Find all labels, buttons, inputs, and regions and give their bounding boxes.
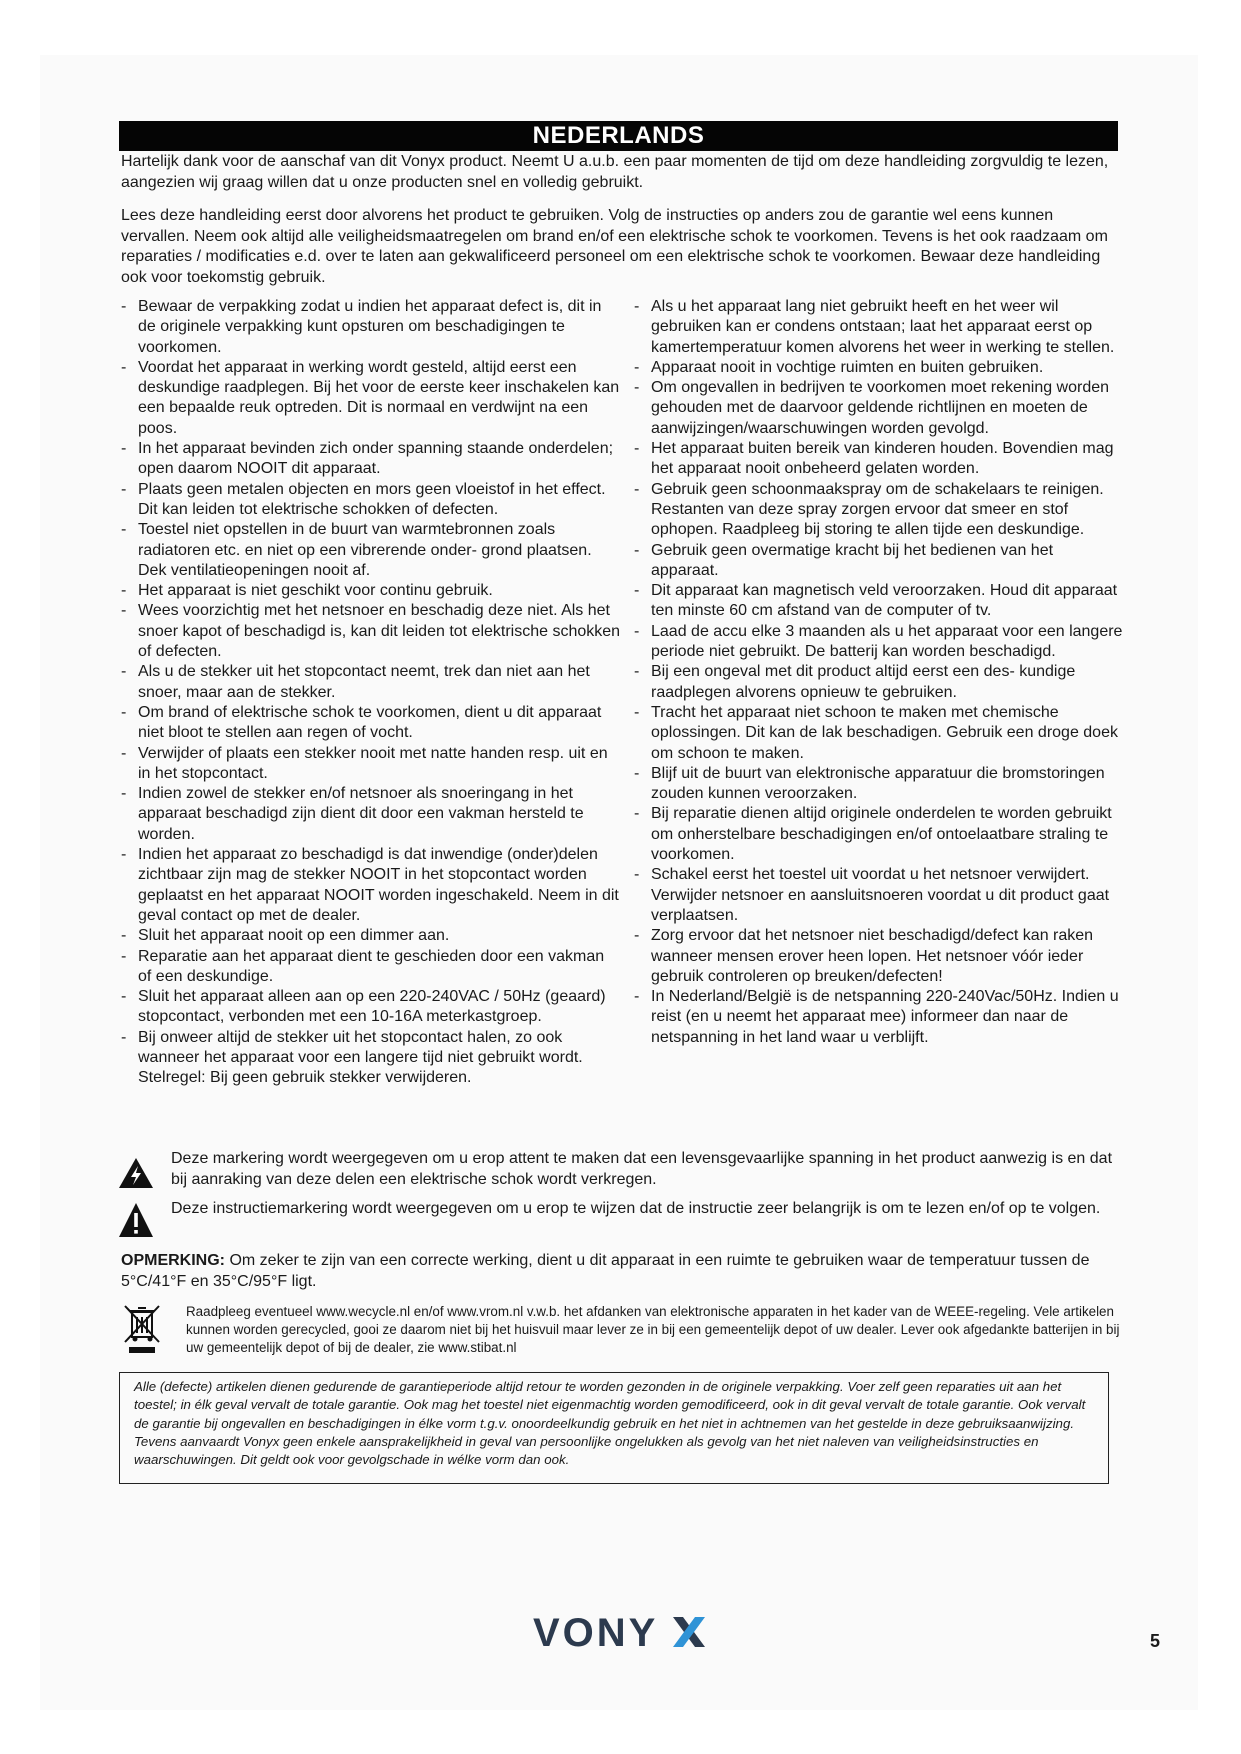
weee-text: Raadpleeg eventueel www.wecycle.nl en/of www.vrom.nl v.w.b. het afdanken van elektronische apparaten in het kader van de WEEE-regeling. Vele artikelen kunnen worden gerecycled, gooi ze daarom niet bij het huisvuil maar lever ze in bij een gemeentelijk depot of uw dealer. Lever ook afgedankte batterijen in bij uw gemeentelijk depot of bij de dealer, zie www.stibat.nl	[186, 1304, 1120, 1355]
vonyx-logo	[533, 1613, 713, 1653]
intro-paragraph-2: Lees deze handleiding eerst door alvorens het product te gebruiken. Volg de instructies op anders zou de garantie wel eens kunnen vervallen. Neem ook altijd alle veiligheidsmaatregelen om brand en/of een elektrische schok te voorkomen. Tevens is het ook raadzaam om reparaties / modificaties e.d. over te laten aan gekwalificeerd personeel om een elektrische schok te voorkomen. Bewaar deze handleiding ook voor toekomstig gebruik.	[121, 207, 1108, 286]
list-item: - Indien zowel de stekker en/of netsnoer als snoeringang in het apparaat beschadigd zijn dient dit door een vakman hersteld te worden.	[121, 784, 621, 845]
list-item: - In het apparaat bevinden zich onder spanning staande onderdelen; open daarom NOOIT dit apparaat.	[121, 439, 621, 480]
instruction-warning-text: Deze instructiemarkering wordt weergegeven om u erop te wijzen dat de instructie zeer belangrijk is om te lezen en/of op te volgen.	[171, 1200, 1101, 1217]
logo-x-mark	[673, 1617, 705, 1647]
logo-text: VONY	[533, 1613, 659, 1653]
high-voltage-icon	[118, 1157, 154, 1189]
list-item: - Blijf uit de buurt van elektronische apparatuur die bromstoringen zouden kunnen veroorzaken.	[634, 764, 1124, 805]
list-item: - Apparaat nooit in vochtige ruimten en buiten gebruiken.	[634, 358, 1124, 378]
warranty-text: Alle (defecte) artikelen dienen gedurende de garantieperiode altijd retour te worden gezonden in de originele verpakking. Voer zelf geen reparaties uit aan het toestel; in élk geval vervalt de totale garantie. Ook mag het toestel niet eigenmachtig worden gemodificeerd, ook in dit geval vervalt de totale garantie. Ook vervalt de garantie bij ongevallen en beschadigingen in élke vorm t.g.v. onoordeelkundig gebruik en het niet in achtnemen van het gestelde in deze gebruiksaanwijzing. Tevens aanvaardt Vonyx geen enkele aansprakelijkheid in geval van persoonlijke ongelukken als gevolg van het niet naleven van veiligheidsinstructies en waarschuwingen. Dit geldt ook voor gevolgschade in wélke vorm dan ook.	[134, 1379, 1086, 1468]
voltage-warning-text: Deze markering wordt weergegeven om u erop attent te maken dat een levensgevaarlijke spanning in het product aanwezig is en dat bij aanraking van deze delen een elektrische schok wordt verkregen.	[171, 1150, 1113, 1188]
list-item: - Het apparaat buiten bereik van kinderen houden. Bovendien mag het apparaat nooit onbeheerd gelaten worden.	[634, 439, 1124, 480]
list-item: - Wees voorzichtig met het netsnoer en beschadig deze niet. Als het snoer kapot of beschadigd is, kan dit leiden tot elektrische schokken of defecten.	[121, 601, 621, 662]
list-item: - Verwijder of plaats een stekker nooit met natte handen resp. uit en in het stopcontact.	[121, 744, 621, 785]
list-item: - Bij onweer altijd de stekker uit het stopcontact halen, zo ook wanneer het apparaat voor een langere tijd niet gebruikt wordt. Stelregel: Bij geen gebruik stekker verwijderen.	[121, 1028, 621, 1089]
page-number: 5	[1150, 1631, 1161, 1651]
list-item: - Indien het apparaat zo beschadigd is dat inwendige (onder)delen zichtbaar zijn mag de stekker NOOIT in het stopcontact worden geplaatst en het apparaat NOOIT worden ingeschakeld. Neem in dit geval contact op met de dealer.	[121, 845, 621, 926]
warranty-box	[119, 1372, 1109, 1484]
list-item: - Voordat het apparaat in werking wordt gesteld, altijd eerst een deskundige raadplegen. Bij het voor de eerste keer inschakelen kan een bepaalde reuk optreden. Dit is normaal en verdwijnt na een poos.	[121, 358, 621, 439]
list-item: - Het apparaat is niet geschikt voor continu gebruik.	[121, 581, 621, 601]
exclamation-icon	[118, 1202, 154, 1238]
note-text: Om zeker te zijn van een correcte werking, dient u dit apparaat in een ruimte te gebruiken waar de temperatuur tussen de 5°C/41°F en 35°C/95°F ligt.	[121, 1252, 1090, 1290]
safety-list-right	[634, 297, 1124, 1048]
list-item: - Bewaar de verpakking zodat u indien het apparaat defect is, dit in de originele verpakking kunt opsturen om beschadigingen te voorkomen.	[121, 297, 621, 358]
temperature-note	[121, 1251, 1121, 1292]
list-item: - Plaats geen metalen objecten en mors geen vloeistof in het effect. Dit kan leiden tot elektrische schokken of defecten.	[121, 480, 621, 521]
list-item: - Dit apparaat kan magnetisch veld veroorzaken. Houd dit apparaat ten minste 60 cm afstand van de computer of tv.	[634, 581, 1124, 622]
list-item: - Als u de stekker uit het stopcontact neemt, trek dan niet aan het snoer, maar aan de stekker.	[121, 662, 621, 703]
list-item: - Reparatie aan het apparaat dient te geschieden door een vakman of een deskundige.	[121, 947, 621, 988]
list-item: - Om ongevallen in bedrijven te voorkomen moet rekening worden gehouden met de daarvoor geldende richtlijnen en moeten de aanwijzingen/waarschuwingen worden gevolgd.	[634, 378, 1124, 439]
intro-paragraph-1: Hartelijk dank voor de aanschaf van dit Vonyx product. Neemt U a.u.b. een paar momenten de tijd om deze handleiding zorgvuldig te lezen, aangezien wij graag willen dat u onze producten snel en volledig gebruikt.	[121, 153, 1109, 191]
note-label: OPMERKING:	[121, 1252, 225, 1269]
list-item: - Bij een ongeval met dit product altijd eerst een des- kundige raadplegen alvorens opnieuw te gebruiken.	[634, 662, 1124, 703]
list-item: - Gebruik geen overmatige kracht bij het bedienen van het apparaat.	[634, 541, 1124, 582]
list-item: - Laad de accu elke 3 maanden als u het apparaat voor een langere periode niet gebruikt. De batterij kan worden beschadigd.	[634, 622, 1124, 663]
list-item: - Schakel eerst het toestel uit voordat u het netsnoer verwijdert. Verwijder netsnoer en aansluitsnoeren voordat u dit product gaat verplaatsen.	[634, 865, 1124, 926]
list-item: - Tracht het apparaat niet schoon te maken met chemische oplossingen. Dit kan de lak beschadigen. Gebruik een droge doek om schoon te maken.	[634, 703, 1124, 764]
list-item: - Sluit het apparaat alleen aan op een 220-240VAC / 50Hz (geaard) stopcontact, verbonden met een 10-16A meterkastgroep.	[121, 987, 621, 1028]
crossed-bin-icon	[121, 1303, 165, 1355]
list-item: - Bij reparatie dienen altijd originele onderdelen te worden gebruikt om onherstelbare beschadigingen en/of ontoelaatbare straling te voorkomen.	[634, 804, 1124, 865]
list-item: - Als u het apparaat lang niet gebruikt heeft en het weer wil gebruiken kan er condens ontstaan; laat het apparaat eerst op kamertemperatuur komen alvorens het weer in werking te stellen.	[634, 297, 1124, 358]
list-item: - Om brand of elektrische schok te voorkomen, dient u dit apparaat niet bloot te stellen aan regen of vocht.	[121, 703, 621, 744]
list-item: - Sluit het apparaat nooit op een dimmer aan.	[121, 926, 621, 946]
list-item: - In Nederland/België is de netspanning 220-240Vac/50Hz. Indien u reist (en u neemt het apparaat mee) informeer dan naar de netspanning in het land waar u verblijft.	[634, 987, 1124, 1048]
list-item: - Zorg ervoor dat het netsnoer niet beschadigd/defect kan raken wanneer mensen erover heen lopen. Het netsnoer vóór ieder gebruik controleren op breuken/defecten!	[634, 926, 1124, 987]
page-title: NEDERLANDS	[119, 121, 1118, 151]
list-item: - Toestel niet opstellen in de buurt van warmtebronnen zoals radiatoren etc. en niet op een vibrerende onder- grond plaatsen. Dek ventilatieopeningen nooit af.	[121, 520, 621, 581]
safety-list-left	[121, 297, 621, 1089]
list-item: - Gebruik geen schoonmaakspray om de schakelaars te reinigen. Restanten van deze spray zorgen ervoor dat smeer en stof ophopen. Raadpleeg bij storing te allen tijde een deskundige.	[634, 480, 1124, 541]
